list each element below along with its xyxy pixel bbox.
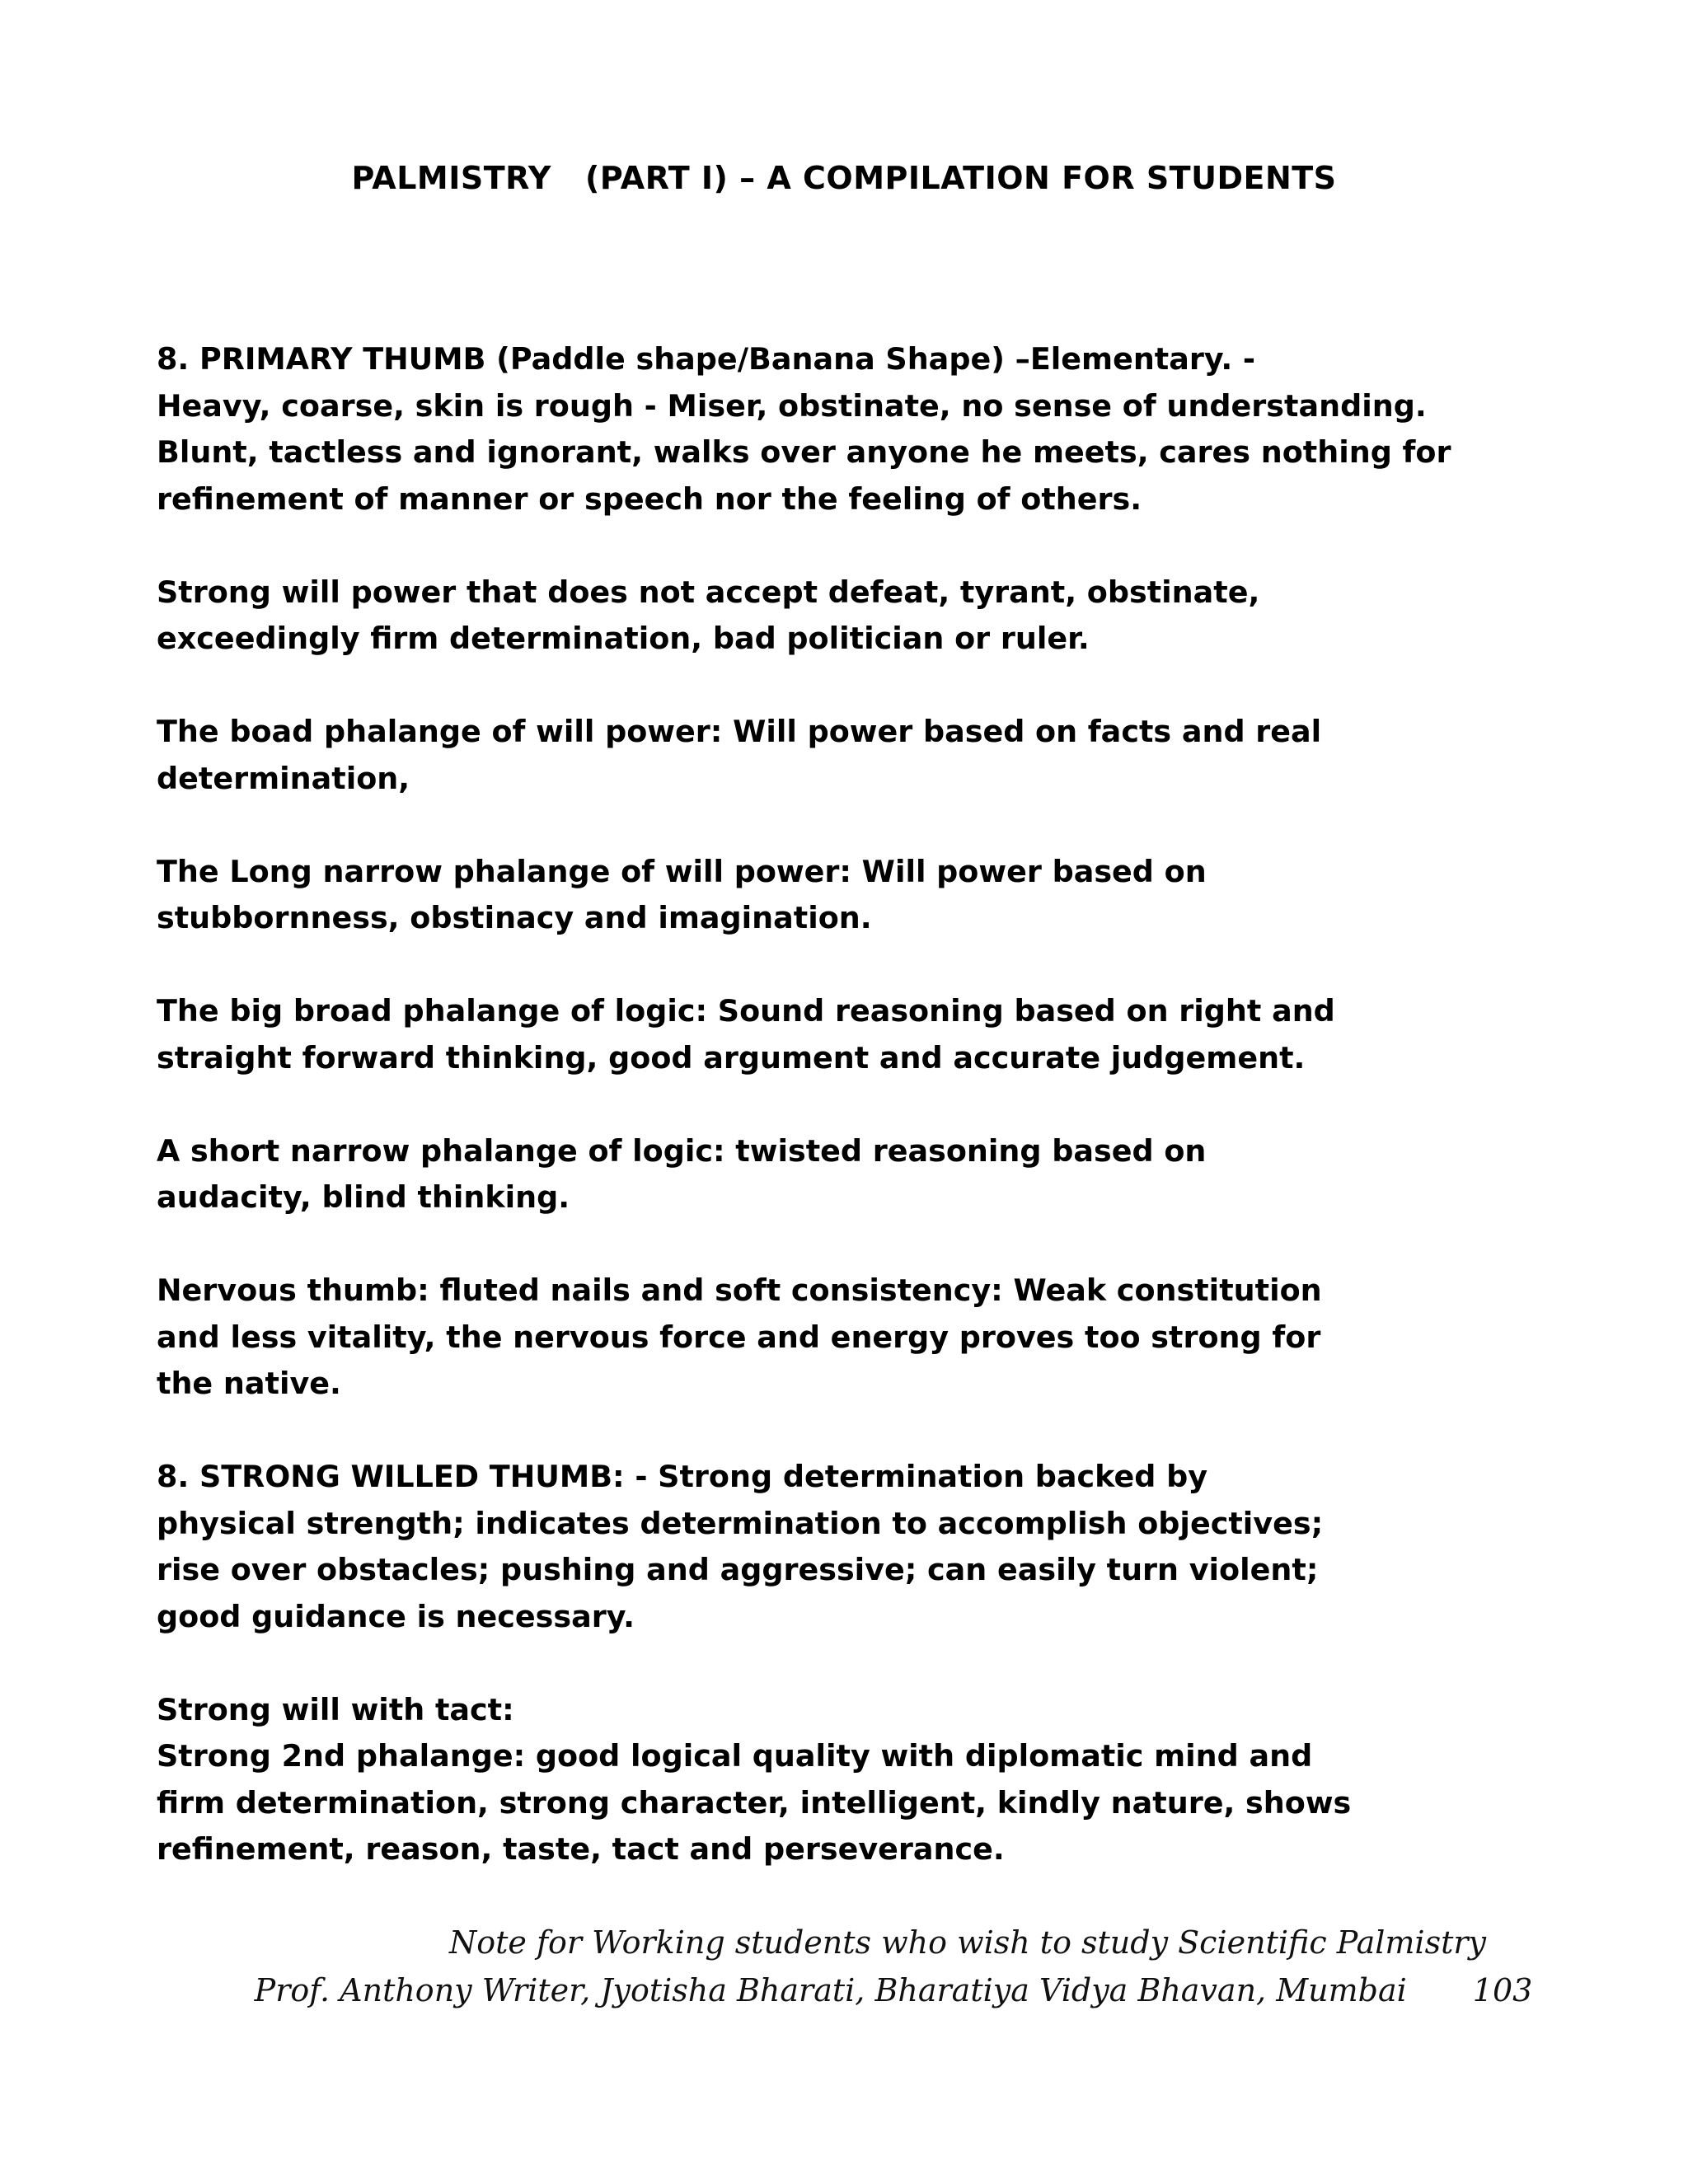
paragraph-nervous-thumb — [157, 1268, 1550, 1408]
text-line: firm determination, strong character, intelligent, kindly nature, shows — [157, 1784, 1352, 1821]
text-line: Blunt, tactless and ignorant, walks over anyone he meets, cares nothing for — [157, 434, 1451, 470]
paragraph-strong-will-with-tact — [157, 1687, 1550, 1873]
footer-credit — [49, 1972, 1688, 2008]
paragraph-long-narrow-phalange-will — [157, 849, 1550, 942]
text-line: The big broad phalange of logic: Sound reasoning based on right and — [157, 993, 1335, 1029]
text-line: determination, — [157, 760, 410, 796]
text-line: A short narrow phalange of logic: twisted reasoning based on — [157, 1132, 1207, 1169]
paragraph-broad-phalange-logic — [157, 988, 1550, 1081]
text-line: refinement, reason, taste, tact and perseverance. — [157, 1831, 1005, 1867]
text-line: rise over obstacles; pushing and aggressive; can easily turn violent; — [157, 1552, 1319, 1587]
text-line: The boad phalange of will power: Will power based on facts and real — [157, 714, 1322, 749]
text-line: the native. — [157, 1366, 341, 1401]
footer-credit-text: Prof. Anthony Writer, Jyotisha Bharati, Bharatiya Vidya Bhavan, Mumbai — [254, 1972, 1407, 2008]
text-line: Heavy, coarse, skin is rough - Miser, obstinate, no sense of understanding. — [157, 387, 1427, 424]
paragraph-strong-willed-thumb — [157, 1454, 1550, 1640]
text-line: Strong will with tact: — [157, 1691, 514, 1727]
text-line: audacity, blind thinking. — [157, 1179, 570, 1215]
text-line: Nervous thumb: fluted nails and soft consistency: Weak constitution — [157, 1272, 1322, 1308]
paragraph-primary-thumb — [157, 336, 1550, 523]
paragraph-strong-will-power — [157, 569, 1550, 663]
text-line: good guidance is necessary. — [157, 1598, 635, 1634]
paragraph-short-narrow-phalange-logic — [157, 1128, 1550, 1221]
footer-note: Note for Working students who wish to study Scientific Palmistry — [449, 1924, 1486, 1961]
text-line: 8. STRONG WILLED THUMB: - Strong determination backed by — [157, 1459, 1207, 1494]
text-line: Strong will power that does not accept defeat, tyrant, obstinate, — [157, 574, 1260, 610]
page-title: PALMISTRY (PART I) – A COMPILATION FOR STUDENTS — [351, 160, 1337, 196]
text-line: The Long narrow phalange of will power: Will power based on — [157, 853, 1207, 889]
text-line: straight forward thinking, good argument and accurate judgement. — [157, 1039, 1306, 1076]
text-line: 8. PRIMARY THUMB (Paddle shape/Banana Shape) –Elementary. - — [157, 341, 1256, 377]
text-line: stubbornness, obstinacy and imagination. — [157, 900, 872, 935]
document-body — [157, 336, 1550, 1919]
paragraph-broad-phalange-will — [157, 709, 1550, 802]
text-line: refinement of manner or speech nor the feeling of others. — [157, 480, 1142, 517]
text-line: physical strength; indicates determination to accomplish objectives; — [157, 1505, 1324, 1541]
text-line: and less vitality, the nervous force and energy proves too strong for — [157, 1319, 1321, 1355]
text-line: Strong 2nd phalange: good logical quality with diplomatic mind and — [157, 1738, 1313, 1774]
text-line: exceedingly firm determination, bad politician or ruler. — [157, 621, 1090, 656]
page-number: 103 — [1472, 1972, 1533, 2008]
